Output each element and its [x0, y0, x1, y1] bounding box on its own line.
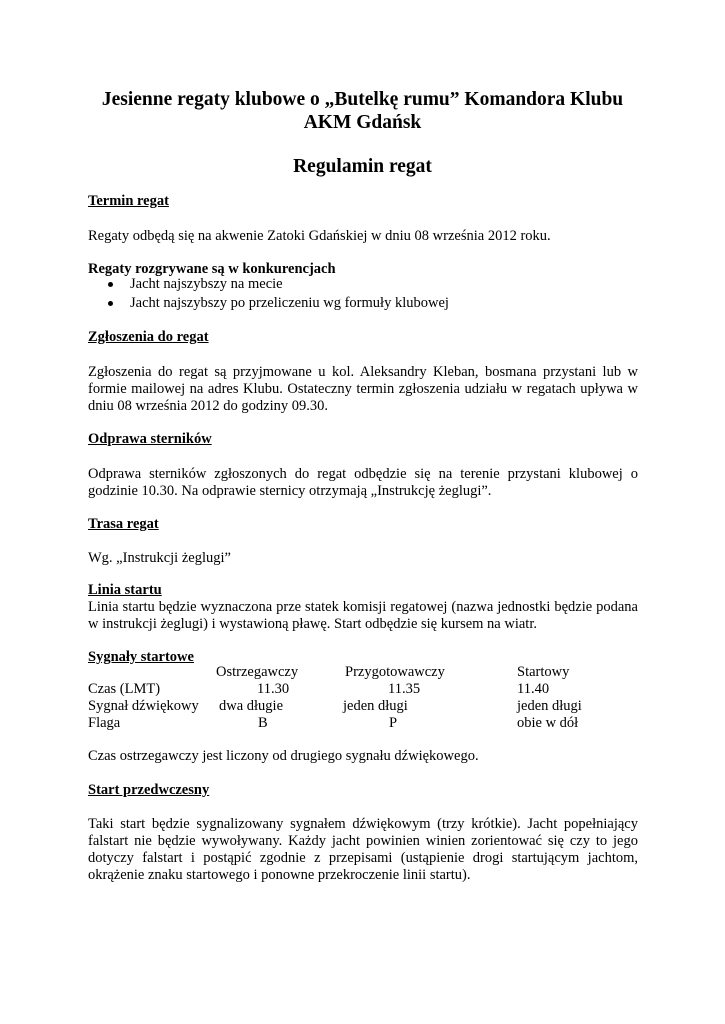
start-przedwczesny-line-3: dotyczy falstart i postąpić zgodnie z przepisami (ustąpienie drogi startującym jachtom, — [88, 850, 638, 866]
section-heading-odprawa: Odprawa sterników — [88, 431, 212, 447]
odprawa-line-1: Odprawa sterników zgłoszonych do regat odbędzie się na terenie przystani klubowej o — [88, 466, 638, 482]
document-title-line-2: AKM Gdańsk — [303, 112, 422, 133]
section-heading-trasa: Trasa regat — [88, 516, 159, 532]
section-heading-linia-startu: Linia startu — [88, 582, 162, 598]
linia-startu-line-2: w instrukcji żeglugi) i wystawioną pławę. Start odbędzie się kursem na wiatr. — [88, 616, 537, 632]
termin-text: Regaty odbędą się na akwenie Zatoki Gdańskiej w dniu 08 września 2012 roku. — [88, 228, 551, 244]
start-przedwczesny-line-1: Taki start będzie sygnalizowany sygnałem dźwiękowym (trzy krótkie). Jacht popełniający — [88, 816, 638, 832]
table-cell: dwa długie — [219, 698, 284, 714]
section-heading-zgloszenia: Zgłoszenia do regat — [88, 329, 209, 345]
list-item — [106, 294, 449, 313]
zgloszenia-line-3: dniu 08 września 2012 do godziny 09.30. — [88, 398, 329, 414]
row-label-sygnal: Sygnał dźwiękowy — [88, 698, 199, 714]
table-cell: jeden długi — [517, 698, 582, 714]
bullet-icon — [108, 301, 113, 306]
start-przedwczesny-line-4: okrążenie znaku startowego i ponowne przekroczenie linii startu). — [88, 867, 471, 883]
table-cell: jeden długi — [343, 698, 408, 714]
table-cell: 11.40 — [517, 681, 550, 697]
konkurencje-list — [106, 275, 449, 313]
list-item-text: Jacht najszybszy po przeliczeniu wg formuły klubowej — [130, 295, 449, 311]
section-heading-termin: Termin regat — [88, 193, 169, 209]
list-item-text: Jacht najszybszy na mecie — [130, 276, 283, 292]
row-label-flaga: Flaga — [88, 715, 121, 731]
start-przedwczesny-line-2: falstart nie będzie wywoływany. Każdy jacht powinien winien zorientować się czy to jego — [88, 833, 638, 849]
section-heading-start-przedwczesny: Start przedwczesny — [88, 782, 210, 798]
table-cell: 11.30 — [257, 681, 290, 697]
list-item — [106, 275, 449, 294]
linia-startu-line-1: Linia startu będzie wyznaczona prze statek komisji regatowej (nazwa jednostki będzie podana — [88, 599, 638, 615]
document-subtitle: Regulamin regat — [293, 156, 432, 177]
column-header-przygotowawczy: Przygotowawczy — [345, 664, 445, 680]
zgloszenia-line-1: Zgłoszenia do regat są przyjmowane u kol. Aleksandry Kleban, bosmana przystani lub w — [88, 364, 638, 380]
odprawa-line-2: godzinie 10.30. Na odprawie sternicy otrzymają „Instrukcję żeglugi”. — [88, 483, 492, 499]
trasa-text: Wg. „Instrukcji żeglugi” — [88, 550, 231, 566]
table-cell: obie w dół — [517, 715, 579, 731]
section-heading-sygnaly: Sygnały startowe — [88, 649, 194, 665]
table-cell: P — [389, 715, 398, 731]
column-header-ostrzegawczy: Ostrzegawczy — [216, 664, 299, 680]
table-cell: B — [258, 715, 268, 731]
table-cell: 11.35 — [388, 681, 421, 697]
bullet-icon — [108, 282, 113, 287]
sygnaly-note: Czas ostrzegawczy jest liczony od drugiego sygnału dźwiękowego. — [88, 748, 479, 764]
column-header-startowy: Startowy — [517, 664, 570, 680]
document-title-line-1: Jesienne regaty klubowe o „Butelkę rumu” Komandora Klubu — [101, 89, 624, 110]
section-heading-konkurencje: Regaty rozgrywane są w konkurencjach — [88, 261, 336, 277]
row-label-czas: Czas (LMT) — [88, 681, 161, 697]
zgloszenia-line-2: formie mailowej na adres Klubu. Ostateczny termin zgłoszenia udziału w regatach upływa w — [88, 381, 638, 397]
